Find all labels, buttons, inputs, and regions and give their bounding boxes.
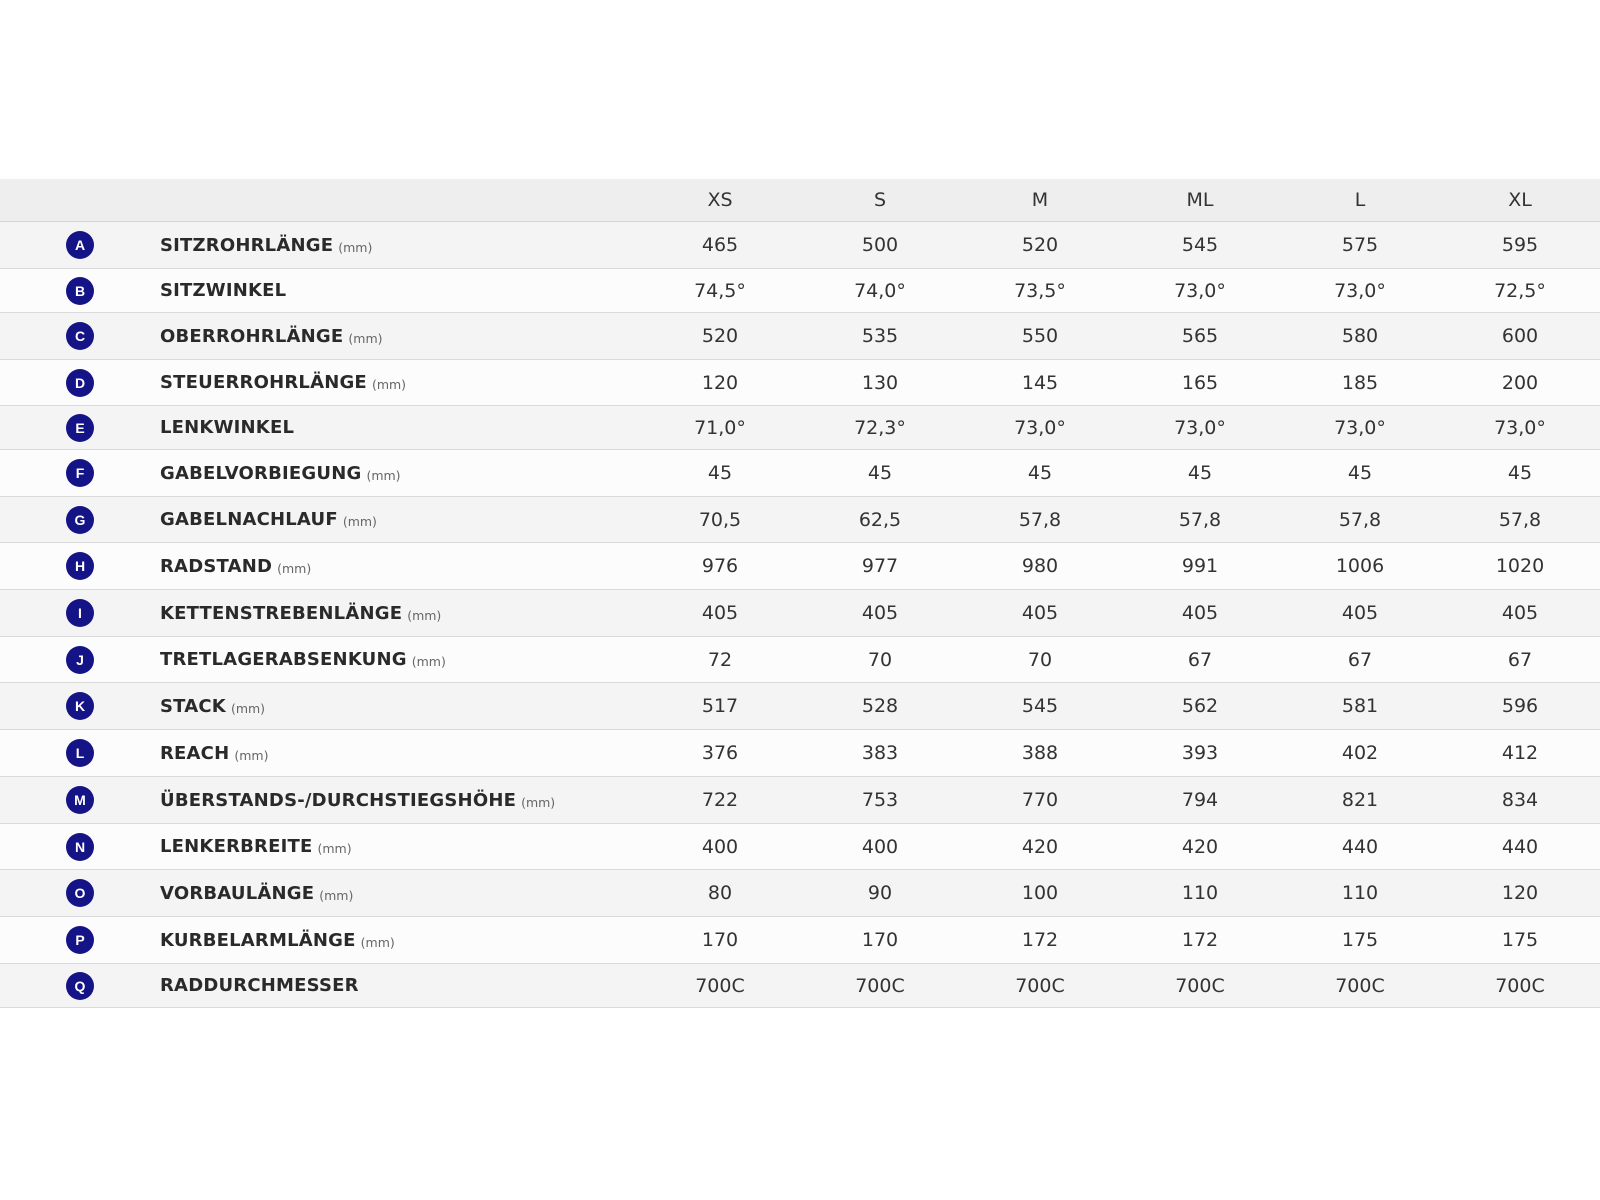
value-s: 977 <box>861 555 899 577</box>
table-row-j <box>0 637 1600 683</box>
table-row-f <box>0 450 1600 497</box>
value-s: 62,5 <box>858 508 902 531</box>
measurement-name: SITZROHRLÄNGE <box>160 234 334 256</box>
value-xs: 976 <box>701 555 739 577</box>
measurement-label <box>160 637 446 682</box>
value-s: 170 <box>861 929 899 951</box>
value-ml: 405 <box>1181 602 1219 624</box>
measurement-badge <box>66 414 94 442</box>
value-ml: 172 <box>1181 929 1219 951</box>
measurement-badge <box>66 926 94 954</box>
value-m: 145 <box>1021 371 1059 394</box>
value-xl: 67 <box>1507 648 1533 671</box>
value-ml: 562 <box>1181 695 1219 717</box>
value-s: 700C <box>855 974 905 997</box>
measurement-unit: (mm) <box>319 887 354 903</box>
value-l: 405 <box>1341 602 1379 624</box>
measurement-badge <box>66 506 94 534</box>
value-s: 753 <box>861 789 899 811</box>
measurement-badge <box>66 277 94 305</box>
value-m: 45 <box>1027 462 1053 484</box>
measurement-name: STACK <box>160 695 226 717</box>
measurement-label <box>160 406 299 449</box>
measurement-name: VORBAULÄNGE <box>160 882 315 904</box>
value-m: 405 <box>1021 602 1059 624</box>
measurement-badge <box>66 552 94 580</box>
measurement-name: STEUERROHRLÄNGE <box>160 372 367 393</box>
value-ml: 73,0° <box>1174 279 1226 302</box>
value-l: 581 <box>1341 695 1379 717</box>
value-ml: 991 <box>1181 555 1219 577</box>
measurement-unit: (mm) <box>277 560 312 576</box>
value-l: 57,8 <box>1338 508 1382 531</box>
value-s: 400 <box>861 835 899 858</box>
measurement-label <box>160 543 311 589</box>
value-xs: 376 <box>701 742 739 764</box>
measurement-badge <box>66 322 94 350</box>
table-row-o <box>0 870 1600 917</box>
measurement-name: KURBELARMLÄNGE <box>160 929 356 951</box>
value-m: 388 <box>1021 742 1059 764</box>
measurement-name: REACH <box>160 742 230 764</box>
table-row-g <box>0 497 1600 543</box>
value-s: 72,3° <box>854 416 906 439</box>
measurement-letter: P <box>66 926 94 954</box>
value-m: 545 <box>1021 695 1059 717</box>
measurement-badge <box>66 972 94 1000</box>
value-xs: 520 <box>701 325 739 347</box>
measurement-unit: (mm) <box>360 934 395 950</box>
value-m: 70 <box>1027 648 1053 671</box>
measurement-label <box>160 870 353 916</box>
value-l: 580 <box>1341 325 1379 347</box>
size-header-ml: ML <box>1186 189 1214 211</box>
value-m: 700C <box>1015 974 1065 997</box>
value-xl: 1020 <box>1495 555 1545 577</box>
size-header-m: M <box>1031 189 1049 211</box>
value-xl: 440 <box>1501 835 1539 858</box>
measurement-label <box>160 269 291 312</box>
measurement-badge <box>66 739 94 767</box>
measurement-label <box>160 824 352 869</box>
value-ml: 393 <box>1181 742 1219 764</box>
value-xs: 120 <box>701 371 739 394</box>
measurement-badge <box>66 599 94 627</box>
value-xs: 72 <box>707 648 733 671</box>
value-xl: 595 <box>1501 234 1539 256</box>
value-s: 528 <box>861 695 899 717</box>
table-row-i <box>0 590 1600 637</box>
measurement-name: TRETLAGERABSENKUNG <box>160 649 407 670</box>
measurement-letter: D <box>66 369 94 397</box>
value-l: 821 <box>1341 789 1379 811</box>
measurement-letter: H <box>66 552 94 580</box>
measurement-badge <box>66 692 94 720</box>
value-xs: 71,0° <box>694 416 746 439</box>
measurement-name: LENKWINKEL <box>160 417 295 438</box>
measurement-name: OBERROHRLÄNGE <box>160 325 344 347</box>
measurement-label <box>160 222 372 268</box>
measurement-name: GABELVORBIEGUNG <box>160 462 362 484</box>
table-row-n <box>0 824 1600 870</box>
value-m: 420 <box>1021 835 1059 858</box>
value-xl: 200 <box>1501 371 1539 394</box>
table-body <box>0 222 1600 1008</box>
value-l: 73,0° <box>1334 416 1386 439</box>
table-row-p <box>0 917 1600 964</box>
measurement-unit: (mm) <box>407 607 442 623</box>
size-header-l: L <box>1354 189 1366 211</box>
value-xs: 517 <box>701 695 739 717</box>
measurement-letter: K <box>66 692 94 720</box>
value-l: 110 <box>1341 882 1379 904</box>
measurement-letter: O <box>66 879 94 907</box>
table-header-row <box>0 179 1600 222</box>
value-m: 550 <box>1021 325 1059 347</box>
measurement-name: LENKERBREITE <box>160 836 313 857</box>
measurement-letter: L <box>66 739 94 767</box>
measurement-name: GABELNACHLAUF <box>160 509 338 530</box>
value-m: 980 <box>1021 555 1059 577</box>
measurement-letter: Q <box>66 972 94 1000</box>
value-xl: 412 <box>1501 742 1539 764</box>
value-l: 1006 <box>1335 555 1385 577</box>
measurement-label <box>160 313 383 359</box>
measurement-letter: M <box>66 786 94 814</box>
value-xl: 596 <box>1501 695 1539 717</box>
value-ml: 45 <box>1187 462 1213 484</box>
measurement-unit: (mm) <box>348 330 383 346</box>
table-row-h <box>0 543 1600 590</box>
value-xs: 80 <box>707 882 733 904</box>
value-xl: 72,5° <box>1494 279 1546 302</box>
measurement-letter: F <box>66 459 94 487</box>
measurement-name: ÜBERSTANDS-/DURCHSTIEGSHÖHE <box>160 789 517 811</box>
value-xl: 700C <box>1495 974 1545 997</box>
measurement-letter: N <box>66 833 94 861</box>
value-l: 67 <box>1347 648 1373 671</box>
measurement-letter: B <box>66 277 94 305</box>
value-m: 73,0° <box>1014 416 1066 439</box>
value-ml: 794 <box>1181 789 1219 811</box>
value-m: 520 <box>1021 234 1059 256</box>
value-xs: 465 <box>701 234 739 256</box>
value-xs: 722 <box>701 789 739 811</box>
measurement-label <box>160 497 377 542</box>
measurement-letter: A <box>66 231 94 259</box>
value-l: 185 <box>1341 371 1379 394</box>
measurement-unit: (mm) <box>317 841 352 856</box>
measurement-badge <box>66 369 94 397</box>
measurement-name: RADDURCHMESSER <box>160 975 359 996</box>
value-s: 70 <box>867 648 893 671</box>
table-row-l <box>0 730 1600 777</box>
value-xs: 700C <box>695 974 745 997</box>
measurement-badge <box>66 833 94 861</box>
value-s: 383 <box>861 742 899 764</box>
size-header-s: S <box>873 189 887 211</box>
measurement-unit: (mm) <box>371 377 407 392</box>
size-header-xs: XS <box>707 189 733 211</box>
value-l: 575 <box>1341 234 1379 256</box>
measurement-letter: E <box>66 414 94 442</box>
measurement-unit: (mm) <box>338 239 373 255</box>
measurement-name: KETTENSTREBENLÄNGE <box>160 602 403 624</box>
table-row-q <box>0 964 1600 1008</box>
table-row-e <box>0 406 1600 450</box>
value-ml: 67 <box>1187 648 1213 671</box>
measurement-label <box>160 450 401 496</box>
measurement-label <box>160 730 268 776</box>
measurement-badge <box>66 459 94 487</box>
value-xs: 70,5 <box>698 508 742 531</box>
measurement-letter: G <box>66 506 94 534</box>
value-xs: 45 <box>707 462 733 484</box>
value-s: 90 <box>867 882 893 904</box>
table-row-m <box>0 777 1600 824</box>
value-ml: 57,8 <box>1178 508 1222 531</box>
value-s: 74,0° <box>854 279 906 302</box>
measurement-unit: (mm) <box>521 794 556 810</box>
measurement-unit: (mm) <box>234 747 269 763</box>
value-s: 500 <box>861 234 899 256</box>
value-xl: 175 <box>1501 929 1539 951</box>
measurement-badge <box>66 879 94 907</box>
value-s: 535 <box>861 325 899 347</box>
value-xl: 73,0° <box>1494 416 1546 439</box>
table-row-d <box>0 360 1600 406</box>
table-row-a <box>0 222 1600 269</box>
value-xs: 170 <box>701 929 739 951</box>
value-ml: 165 <box>1181 371 1219 394</box>
value-l: 440 <box>1341 835 1379 858</box>
value-ml: 110 <box>1181 882 1219 904</box>
value-ml: 700C <box>1175 974 1225 997</box>
measurement-label <box>160 964 364 1007</box>
value-ml: 420 <box>1181 835 1219 858</box>
value-l: 175 <box>1341 929 1379 951</box>
geometry-table <box>0 179 1600 1008</box>
measurement-unit: (mm) <box>411 654 446 669</box>
value-ml: 545 <box>1181 234 1219 256</box>
measurement-unit: (mm) <box>342 514 377 529</box>
value-xl: 57,8 <box>1498 508 1542 531</box>
measurement-label <box>160 590 441 636</box>
value-ml: 73,0° <box>1174 416 1226 439</box>
measurement-name: SITZWINKEL <box>160 280 287 301</box>
value-xs: 400 <box>701 835 739 858</box>
value-xl: 600 <box>1501 325 1539 347</box>
measurement-name: RADSTAND <box>160 555 273 577</box>
value-ml: 565 <box>1181 325 1219 347</box>
table-row-b <box>0 269 1600 313</box>
measurement-badge <box>66 786 94 814</box>
measurement-letter: C <box>66 322 94 350</box>
measurement-unit: (mm) <box>366 467 401 483</box>
value-l: 700C <box>1335 974 1385 997</box>
value-l: 45 <box>1347 462 1373 484</box>
value-m: 57,8 <box>1018 508 1062 531</box>
value-xl: 45 <box>1507 462 1533 484</box>
value-m: 73,5° <box>1014 279 1066 302</box>
value-s: 45 <box>867 462 893 484</box>
table-row-k <box>0 683 1600 730</box>
value-s: 405 <box>861 602 899 624</box>
value-m: 172 <box>1021 929 1059 951</box>
measurement-label <box>160 360 406 405</box>
value-xl: 405 <box>1501 602 1539 624</box>
value-m: 100 <box>1021 882 1059 904</box>
measurement-label <box>160 777 555 823</box>
measurement-badge <box>66 646 94 674</box>
value-l: 73,0° <box>1334 279 1386 302</box>
table-row-c <box>0 313 1600 360</box>
value-xs: 74,5° <box>694 279 746 302</box>
value-xl: 120 <box>1501 882 1539 904</box>
size-header-xl: XL <box>1508 189 1532 211</box>
value-xs: 405 <box>701 602 739 624</box>
measurement-unit: (mm) <box>230 700 266 716</box>
value-s: 130 <box>861 371 899 394</box>
measurement-label <box>160 683 265 729</box>
measurement-label <box>160 917 395 963</box>
measurement-letter: J <box>66 646 94 674</box>
value-l: 402 <box>1341 742 1379 764</box>
measurement-badge <box>66 231 94 259</box>
measurement-letter: I <box>66 599 94 627</box>
value-xl: 834 <box>1501 789 1539 811</box>
value-m: 770 <box>1021 789 1059 811</box>
